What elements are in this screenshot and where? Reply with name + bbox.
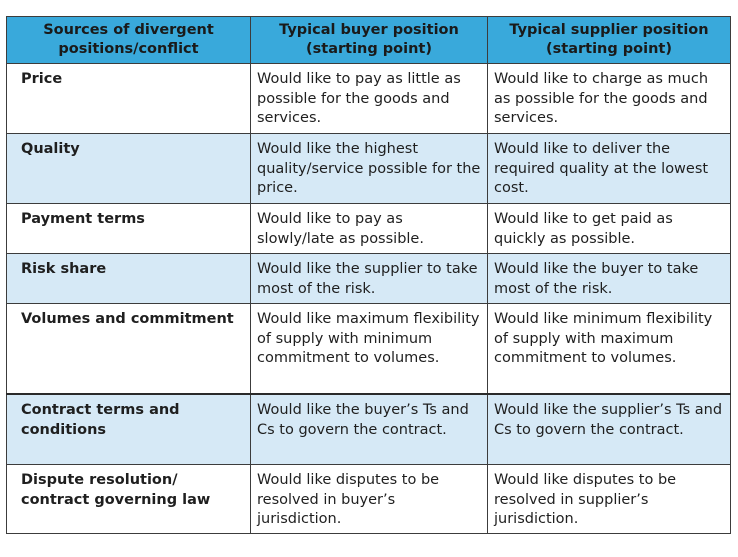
supplier-cell: Would like to charge as much as possible for the goods and services. (488, 64, 731, 134)
buyer-cell: Would like the buyer’s Ts and Cs to govern the contract. (251, 394, 488, 465)
table-row (7, 394, 731, 465)
supplier-cell: Would like to deliver the required quality at the lowest cost. (488, 134, 731, 204)
table-row (7, 304, 731, 395)
supplier-cell: Would like disputes to be resolved in supplier’s jurisdiction. (488, 465, 731, 534)
buyer-cell: Would like maximum flexibility of supply with minimum commitment to volumes. (251, 304, 488, 395)
source-cell: Risk share (7, 254, 251, 304)
buyer-cell: Would like disputes to be resolved in buyer’s jurisdiction. (251, 465, 488, 534)
table-row (7, 204, 731, 254)
table-header-row (7, 17, 731, 64)
source-cell: Contract terms and conditions (7, 394, 251, 465)
buyer-cell: Would like the highest quality/service possible for the price. (251, 134, 488, 204)
supplier-cell: Would like minimum flexibility of supply with maximum commitment to volumes. (488, 304, 731, 395)
table-row (7, 465, 731, 534)
source-cell: Price (7, 64, 251, 134)
source-cell: Dispute resolution/ contract governing law (7, 465, 251, 534)
source-cell: Payment terms (7, 204, 251, 254)
buyer-cell: Would like to pay as little as possible for the goods and services. (251, 64, 488, 134)
table-row (7, 254, 731, 304)
supplier-cell: Would like the supplier’s Ts and Cs to govern the contract. (488, 394, 731, 465)
buyer-cell: Would like to pay as slowly/late as possible. (251, 204, 488, 254)
supplier-cell: Would like the buyer to take most of the risk. (488, 254, 731, 304)
header-buyer-position: Typical buyer position (starting point) (251, 17, 488, 64)
source-cell: Quality (7, 134, 251, 204)
source-cell: Volumes and commitment (7, 304, 251, 395)
header-supplier-position: Typical supplier position (starting point) (488, 17, 731, 64)
buyer-cell: Would like the supplier to take most of the risk. (251, 254, 488, 304)
table-row (7, 134, 731, 204)
table-row (7, 64, 731, 134)
supplier-cell: Would like to get paid as quickly as possible. (488, 204, 731, 254)
positions-table (6, 16, 731, 534)
header-sources: Sources of divergent positions/conflict (7, 17, 251, 64)
positions-table-container (6, 16, 730, 534)
